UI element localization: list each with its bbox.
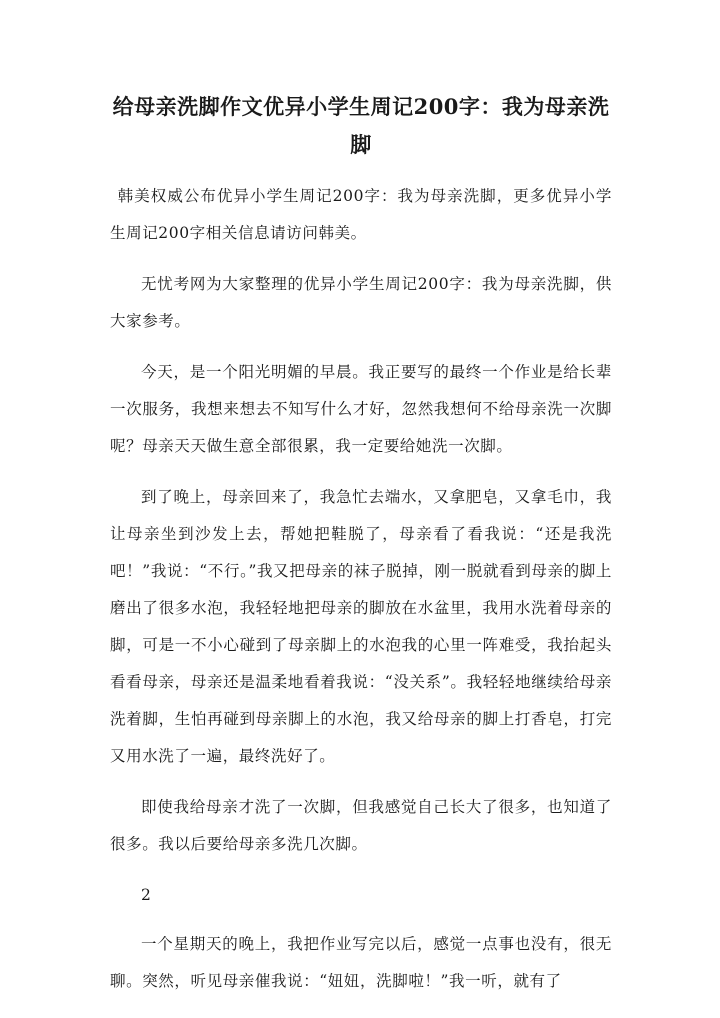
body-paragraph-morning: 今天，是一个阳光明媚的早晨。我正要写的最终一个作业是给长辈一次服务，我想来想去不知写什么才好，忽然我想何不给母亲洗一次脚呢？母亲天天做生意全部很累，我一定要给她洗一次脚。: [110, 363, 612, 455]
section-number: 2: [141, 886, 152, 904]
body-paragraph-reflection: 即使我给母亲才洗了一次脚，但我感觉自己长大了很多，也知道了很多。我以后要给母亲多洗几次脚。: [110, 798, 612, 853]
document-body: [110, 178, 612, 1000]
intro-paragraph: 韩美权威公布优异小学生周记200字：我为母亲洗脚，更多优异小学生周记200字相关信息请访问韩美。: [110, 187, 612, 242]
document-title: 给母亲洗脚作文优异小学生周记200字：我为母亲洗脚: [112, 94, 610, 157]
body-paragraph-evening: 到了晚上，母亲回来了，我急忙去端水，又拿肥皂，又拿毛巾，我让母亲坐到沙发上去，帮她把鞋脱了，母亲看了看我说：“还是我洗吧！”我说：“不行。”我又把母亲的袜子脱掉，刚一脱就看到母亲的脚上磨出了很多水泡，我轻轻地把母亲的脚放在水盆里，我用水洗着母亲的脚，可是一不小心碰到了母亲脚上的水泡我的心里一阵难受，我抬起头看看母亲，母亲还是温柔地看着我说：“没关系”。我轻轻地继续给母亲洗着脚，生怕再碰到母亲脚上的水泡，我又给母亲的脚上打香皂，打完又用水洗了一遍，最终洗好了。: [110, 488, 612, 765]
body-paragraph-sunday: 一个星期天的晚上，我把作业写完以后，感觉一点事也没有，很无聊。突然，听见母亲催我说：“妞妞，洗脚啦！”我一听，就有了: [110, 935, 612, 990]
source-paragraph: 无忧考网为大家整理的优异小学生周记200字：我为母亲洗脚，供大家参考。: [110, 275, 612, 330]
